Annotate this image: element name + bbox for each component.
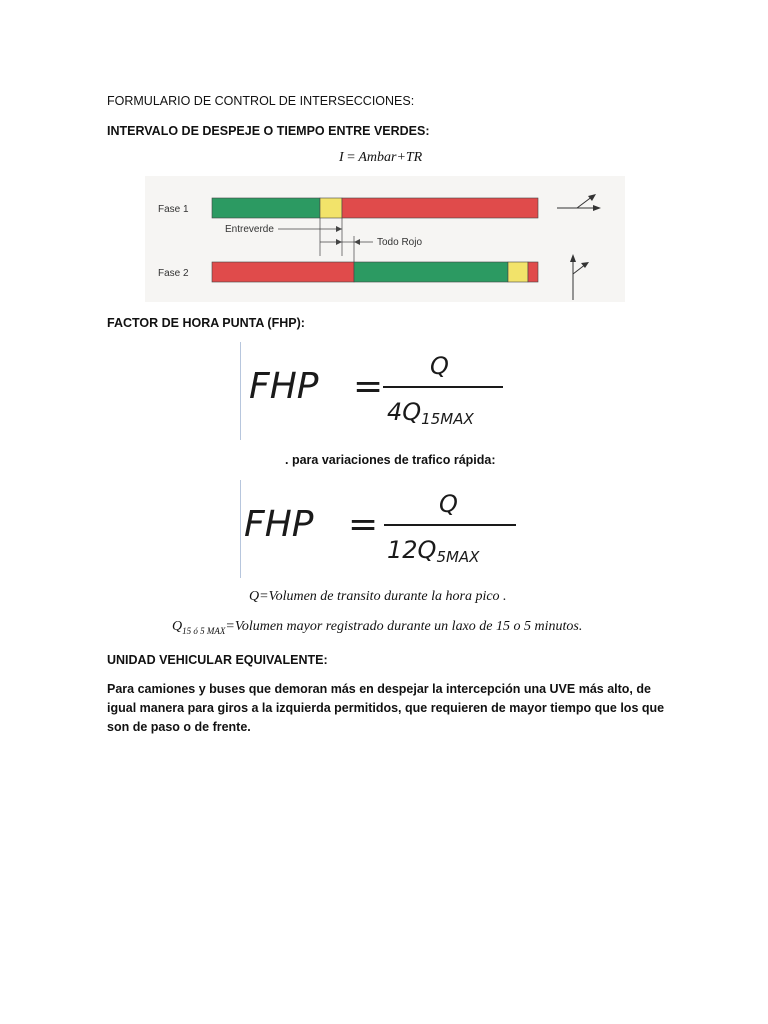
phase1-label: Fase 1 [158, 204, 189, 215]
phase2-label: Fase 2 [158, 268, 189, 279]
section-heading-interval: INTERVALO DE DESPEJE O TIEMPO ENTRE VERDES: [107, 124, 430, 138]
document-title: FORMULARIO DE CONTROL DE INTERSECCIONES: [107, 94, 415, 108]
entreverde-label: Entreverde [225, 224, 274, 235]
fhp-eq: = [348, 504, 379, 545]
section-heading-uve: UNIDAD VEHICULAR EQUIVALENTE: [107, 653, 328, 667]
definition-q: Q=Volumen de transito durante la hora pico . [249, 589, 507, 604]
phase1-green [212, 198, 320, 218]
fhp-lhs: FHP [244, 504, 314, 545]
phase-diagram [145, 176, 625, 302]
phase-diagram-svg [145, 176, 625, 302]
fhp-numerator: Q [430, 352, 449, 380]
fhp-formula-15 [240, 342, 521, 440]
fhp-numerator: Q [439, 490, 458, 518]
phase2-red [212, 262, 354, 282]
section-heading-fhp: FACTOR DE HORA PUNTA (FHP): [107, 316, 305, 330]
phase2-yellow [508, 262, 528, 282]
phase2-green [354, 262, 508, 282]
note-rapid-variations: . para variaciones de trafico rápida: [285, 453, 496, 467]
formula-interval: I = Ambar+TR [339, 150, 423, 165]
uve-paragraph: Para camiones y buses que demoran más en despejar la intercepción una UVE más alto, de igual manera para giros a la izquierda permitidos, que requieren de mayor tiempo que los que son de paso o de frente. [107, 682, 665, 734]
todo-rojo-label: Todo Rojo [377, 237, 423, 248]
definition-q15: $Q_{15 ó 5 MAX}=Volumen$ mayor registrado durante un laxo de 15 o 5 minutos. [172, 619, 583, 636]
fraction-bar [383, 386, 503, 388]
fhp-denominator: $4Q_{15MAX}$ [387, 398, 474, 428]
fhp-lhs: FHP [249, 366, 319, 407]
phase2-red-end [528, 262, 538, 282]
fraction-bar [384, 524, 516, 526]
fhp-denominator: $12Q_{5MAX}$ [387, 536, 480, 566]
fhp-formula-5 [240, 480, 531, 578]
fhp-eq: = [353, 366, 384, 407]
phase1-yellow [320, 198, 342, 218]
phase1-red [342, 198, 538, 218]
